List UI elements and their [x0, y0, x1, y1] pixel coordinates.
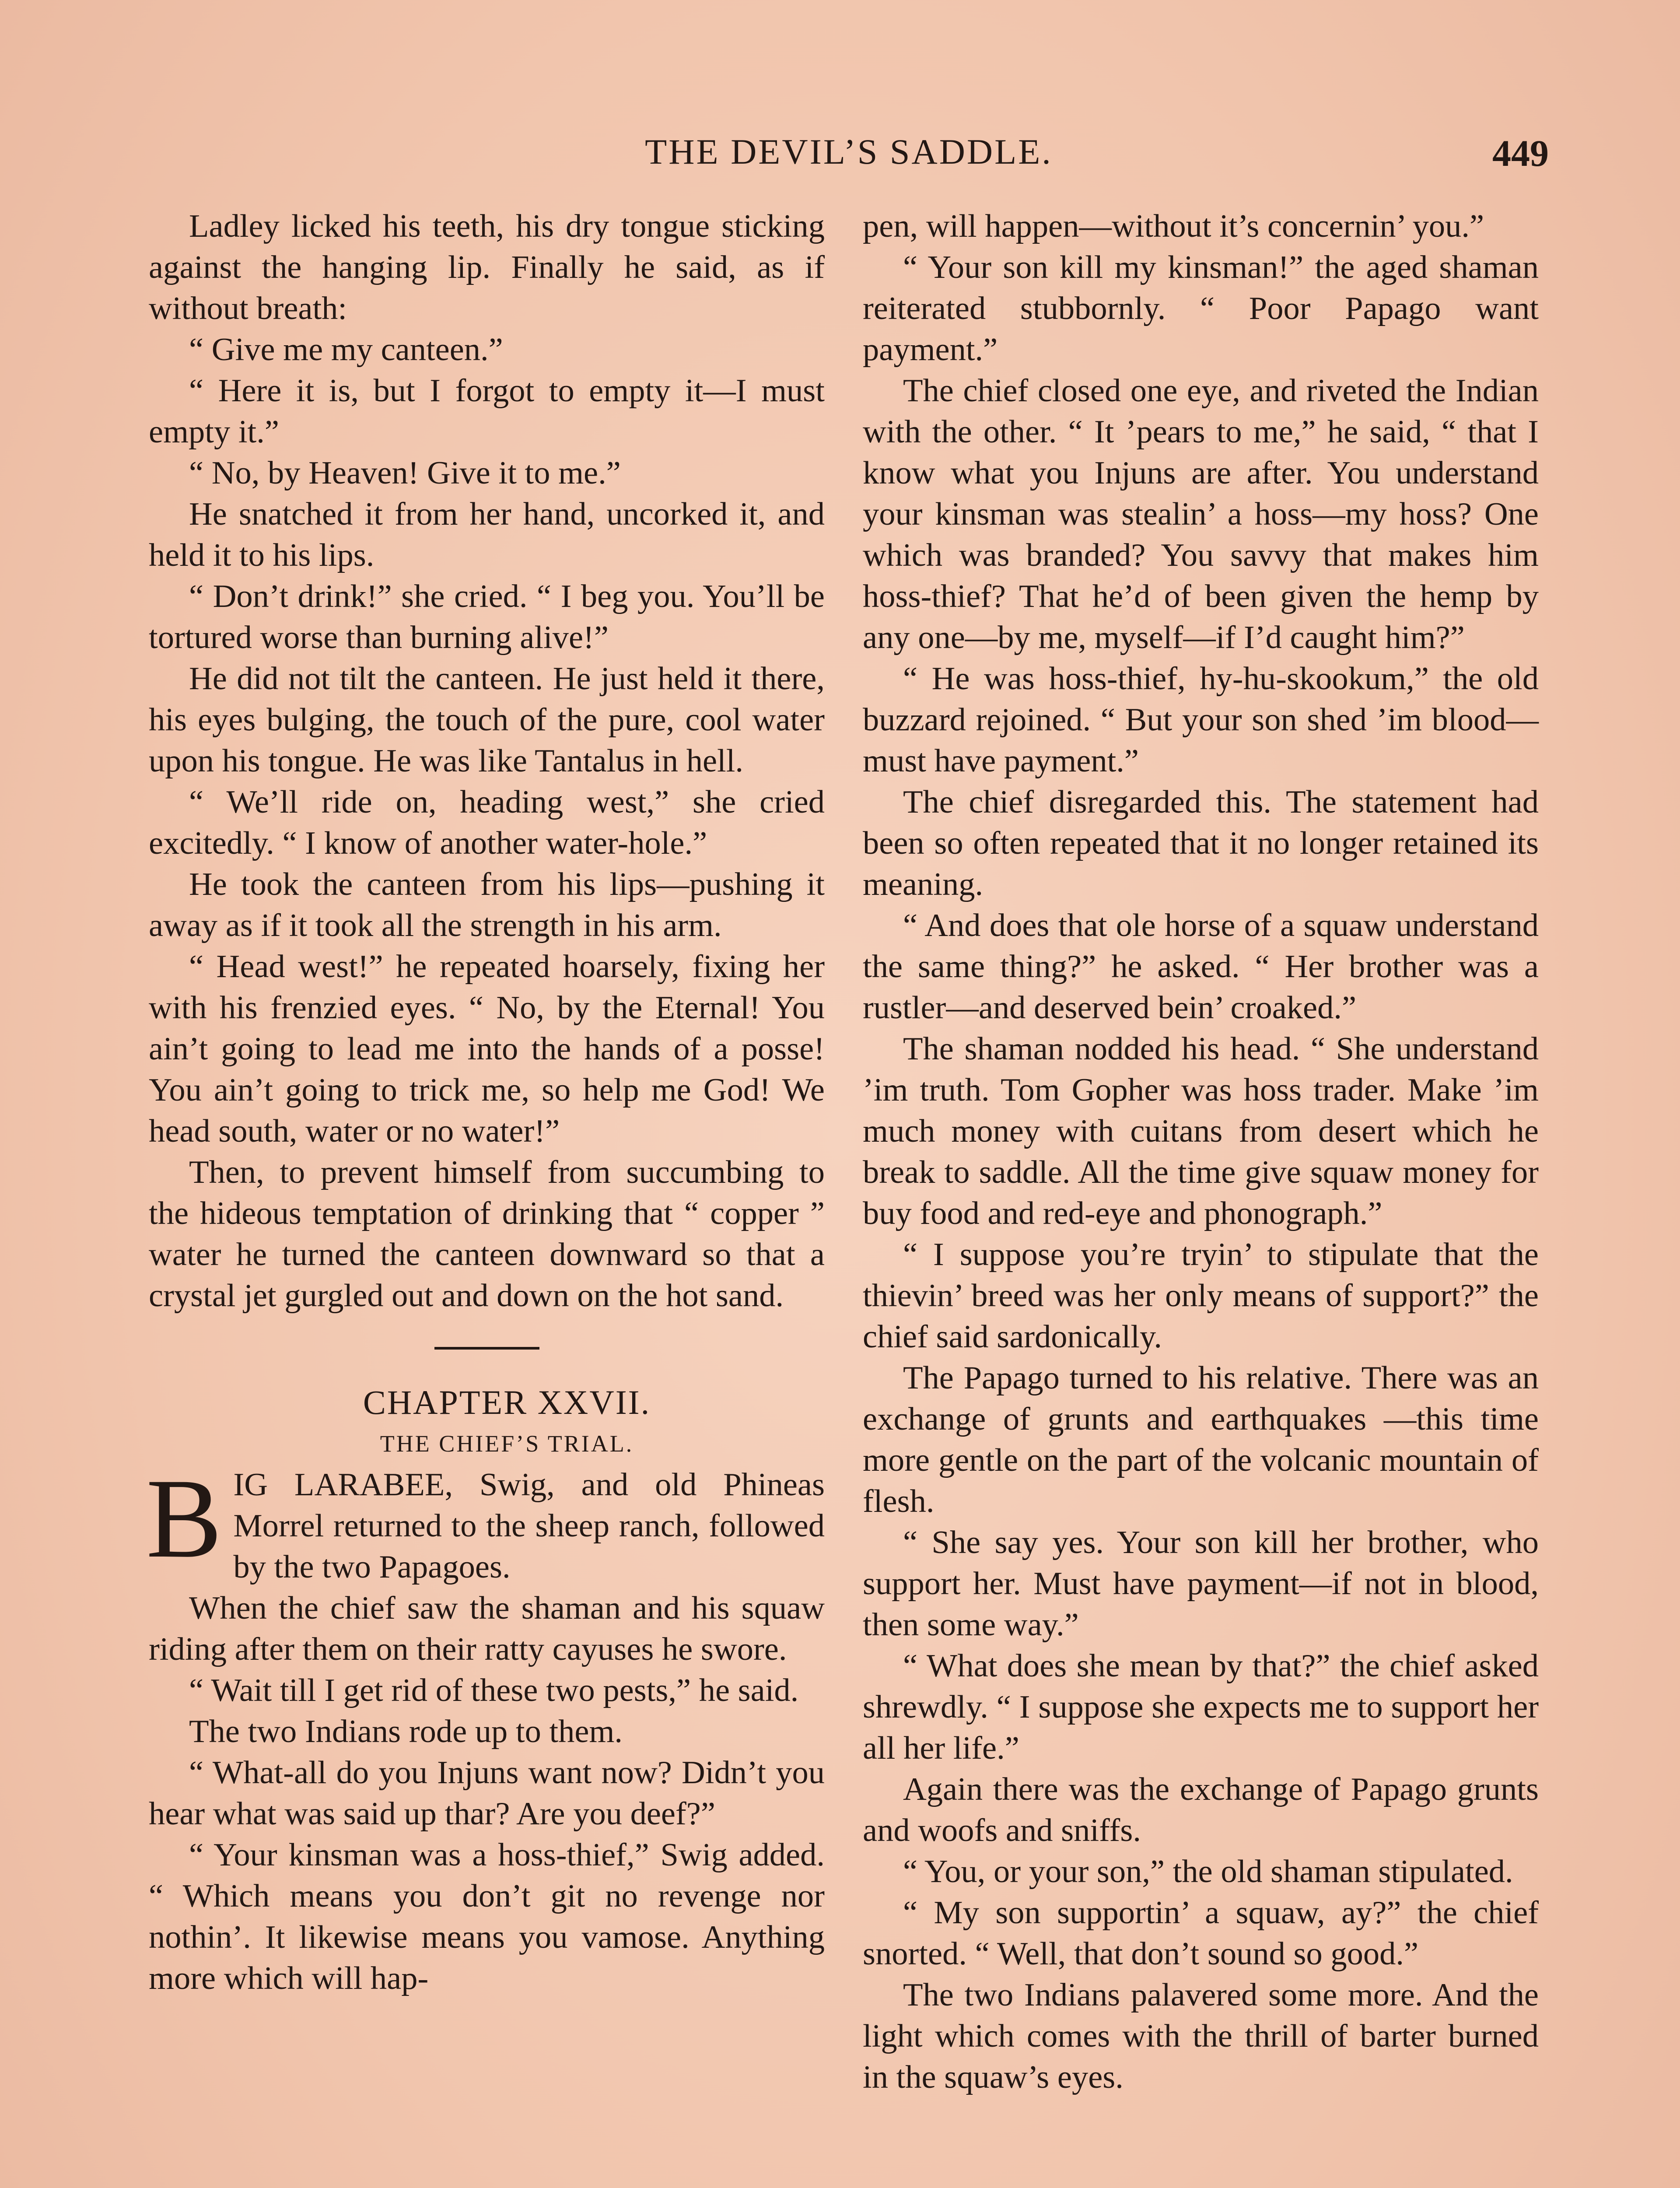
paragraph: “ He was hoss-thief, hy-hu-skookum,” the old buzzard rejoined. “ But your son shed ’im blood—must have payment.” [863, 661, 1539, 779]
page-header [149, 131, 1549, 184]
paragraph: “ Don’t drink!” she cried. “ I beg you. You’ll be tortured worse than burning alive!” [149, 579, 825, 656]
paragraph: The two Indians palavered some more. And the light which comes with the thrill of barter burned in the squaw’s eyes. [863, 1977, 1539, 2095]
paragraph: “ Your son kill my kinsman!” the aged shaman reiterated stubbornly. “ Poor Papago want payment.” [863, 249, 1539, 368]
section-divider [434, 1347, 539, 1350]
paragraph: “ You, or your son,” the old shaman stipulated. [903, 1854, 1513, 1890]
paragraph: He did not tilt the canteen. He just held it there, his eyes bulging, the touch of the pure, cool water upon his tongue. He was like Tantalus in hell. [149, 661, 825, 779]
paragraph: The Papago turned to his relative. There was an exchange of grunts and earthquakes —this time more gentle on the part of the volcanic mountain of flesh. [863, 1360, 1539, 1519]
paragraph: “ What-all do you Injuns want now? Didn’t you hear what was said up thar? Are you deef?” [149, 1755, 825, 1832]
paragraph: Then, to prevent himself from succumbing to the hideous temptation of drinking that “ copper ” water he turned the canteen downward so that a crystal jet gurgled out and down on the hot sand. [149, 1154, 825, 1314]
right-column [863, 206, 1539, 2098]
paragraph: The two Indians rode up to them. [189, 1714, 623, 1750]
paragraph: “ Wait till I get rid of these two pests,” he said. [189, 1673, 799, 1708]
running-title: THE DEVIL’S SADDLE. [645, 132, 1053, 172]
paragraph: “ She say yes. Your son kill her brother, who support her. Must have payment—if not in blood, then some way.” [863, 1525, 1539, 1643]
paragraph: When the chief saw the shaman and his squaw riding after them on their ratty cayuses he swore. [149, 1590, 825, 1667]
left-column [146, 206, 825, 1999]
paragraph: The shaman nodded his head. “ She understand ’im truth. Tom Gopher was hoss trader. Make ’im much money with cuitans from desert which he break to saddle. All the time give squaw money for buy food and red-eye and phonograph.” [863, 1031, 1539, 1231]
paragraph: “ Here it is, but I forgot to empty it—I must empty it.” [149, 373, 825, 450]
paragraph: “ What does she mean by that?” the chief asked shrewdly. “ I suppose she expects me to support her all her life.” [863, 1648, 1539, 1766]
paragraph: The chief closed one eye, and riveted the Indian with the other. “ It ’pears to me,” he said, “ that I know what you Injuns are after. You understand your kinsman was stealin’ a hoss—my hoss? One which was branded? You savvy that makes him hoss-thief? That he’d of been given the hemp by any one—by me, myself—if I’d caught him?” [863, 373, 1539, 656]
chapter-opening-paragraph [146, 1455, 825, 1588]
chapter-subtitle: THE CHIEF’S TRIAL. [380, 1431, 634, 1457]
paragraph: He took the canteen from his lips—pushing it away as if it took all the strength in his arm. [149, 866, 825, 943]
paragraph: “ Head west!” he repeated hoarsely, fixing her with his frenzied eyes. “ No, by the Eternal! You ain’t going to lead me into the hands of a posse! You ain’t going to trick me, so help me God! We head south, water or no water!” [149, 949, 825, 1149]
drop-cap: B [146, 1455, 222, 1581]
paragraph: “ And does that ole horse of a squaw understand the same thing?” he asked. “ Her brother was a rustler—and deserved bein’ croaked.” [863, 908, 1539, 1026]
continuation-paragraph: pen, will happen—without it’s concernin’ you.” [863, 208, 1484, 244]
paragraph: “ We’ll ride on, heading west,” she cried excitedly. “ I know of another water-hole.” [149, 784, 825, 861]
page-number: 449 [1492, 132, 1549, 174]
paragraph: “ Give me my canteen.” [189, 332, 503, 368]
paragraph: The chief disregarded this. The statement had been so often repeated that it no longer retained its meaning. [863, 784, 1539, 902]
paragraph: “ No, by Heaven! Give it to me.” [189, 455, 621, 491]
chapter-title: CHAPTER XXVII. [363, 1383, 651, 1421]
paragraph: “ My son supportin’ a squaw, ay?” the chief snorted. “ Well, that don’t sound so good.” [863, 1895, 1539, 1972]
paragraph: Ladley licked his teeth, his dry tongue sticking against the hanging lip. Finally he said, as if without breath: [149, 208, 825, 326]
paragraph: He snatched it from her hand, uncorked it, and held it to his lips. [149, 496, 825, 573]
paragraph: “ Your kinsman was a hoss-thief,” Swig added. “ Which means you don’t git no revenge nor nothin’. It likewise means you vamose. Anything more which will hap- [149, 1837, 825, 1996]
paragraph: Again there was the exchange of Papago grunts and woofs and sniffs. [863, 1771, 1539, 1848]
paragraph: “ I suppose you’re tryin’ to stipulate that the thievin’ breed was her only means of support?” the chief said sardonically. [863, 1237, 1539, 1355]
opening-text: IG LARABEE, Swig, and old Phineas Morrel returned to the sheep ranch, followed by the two Papagoes. [233, 1467, 825, 1585]
